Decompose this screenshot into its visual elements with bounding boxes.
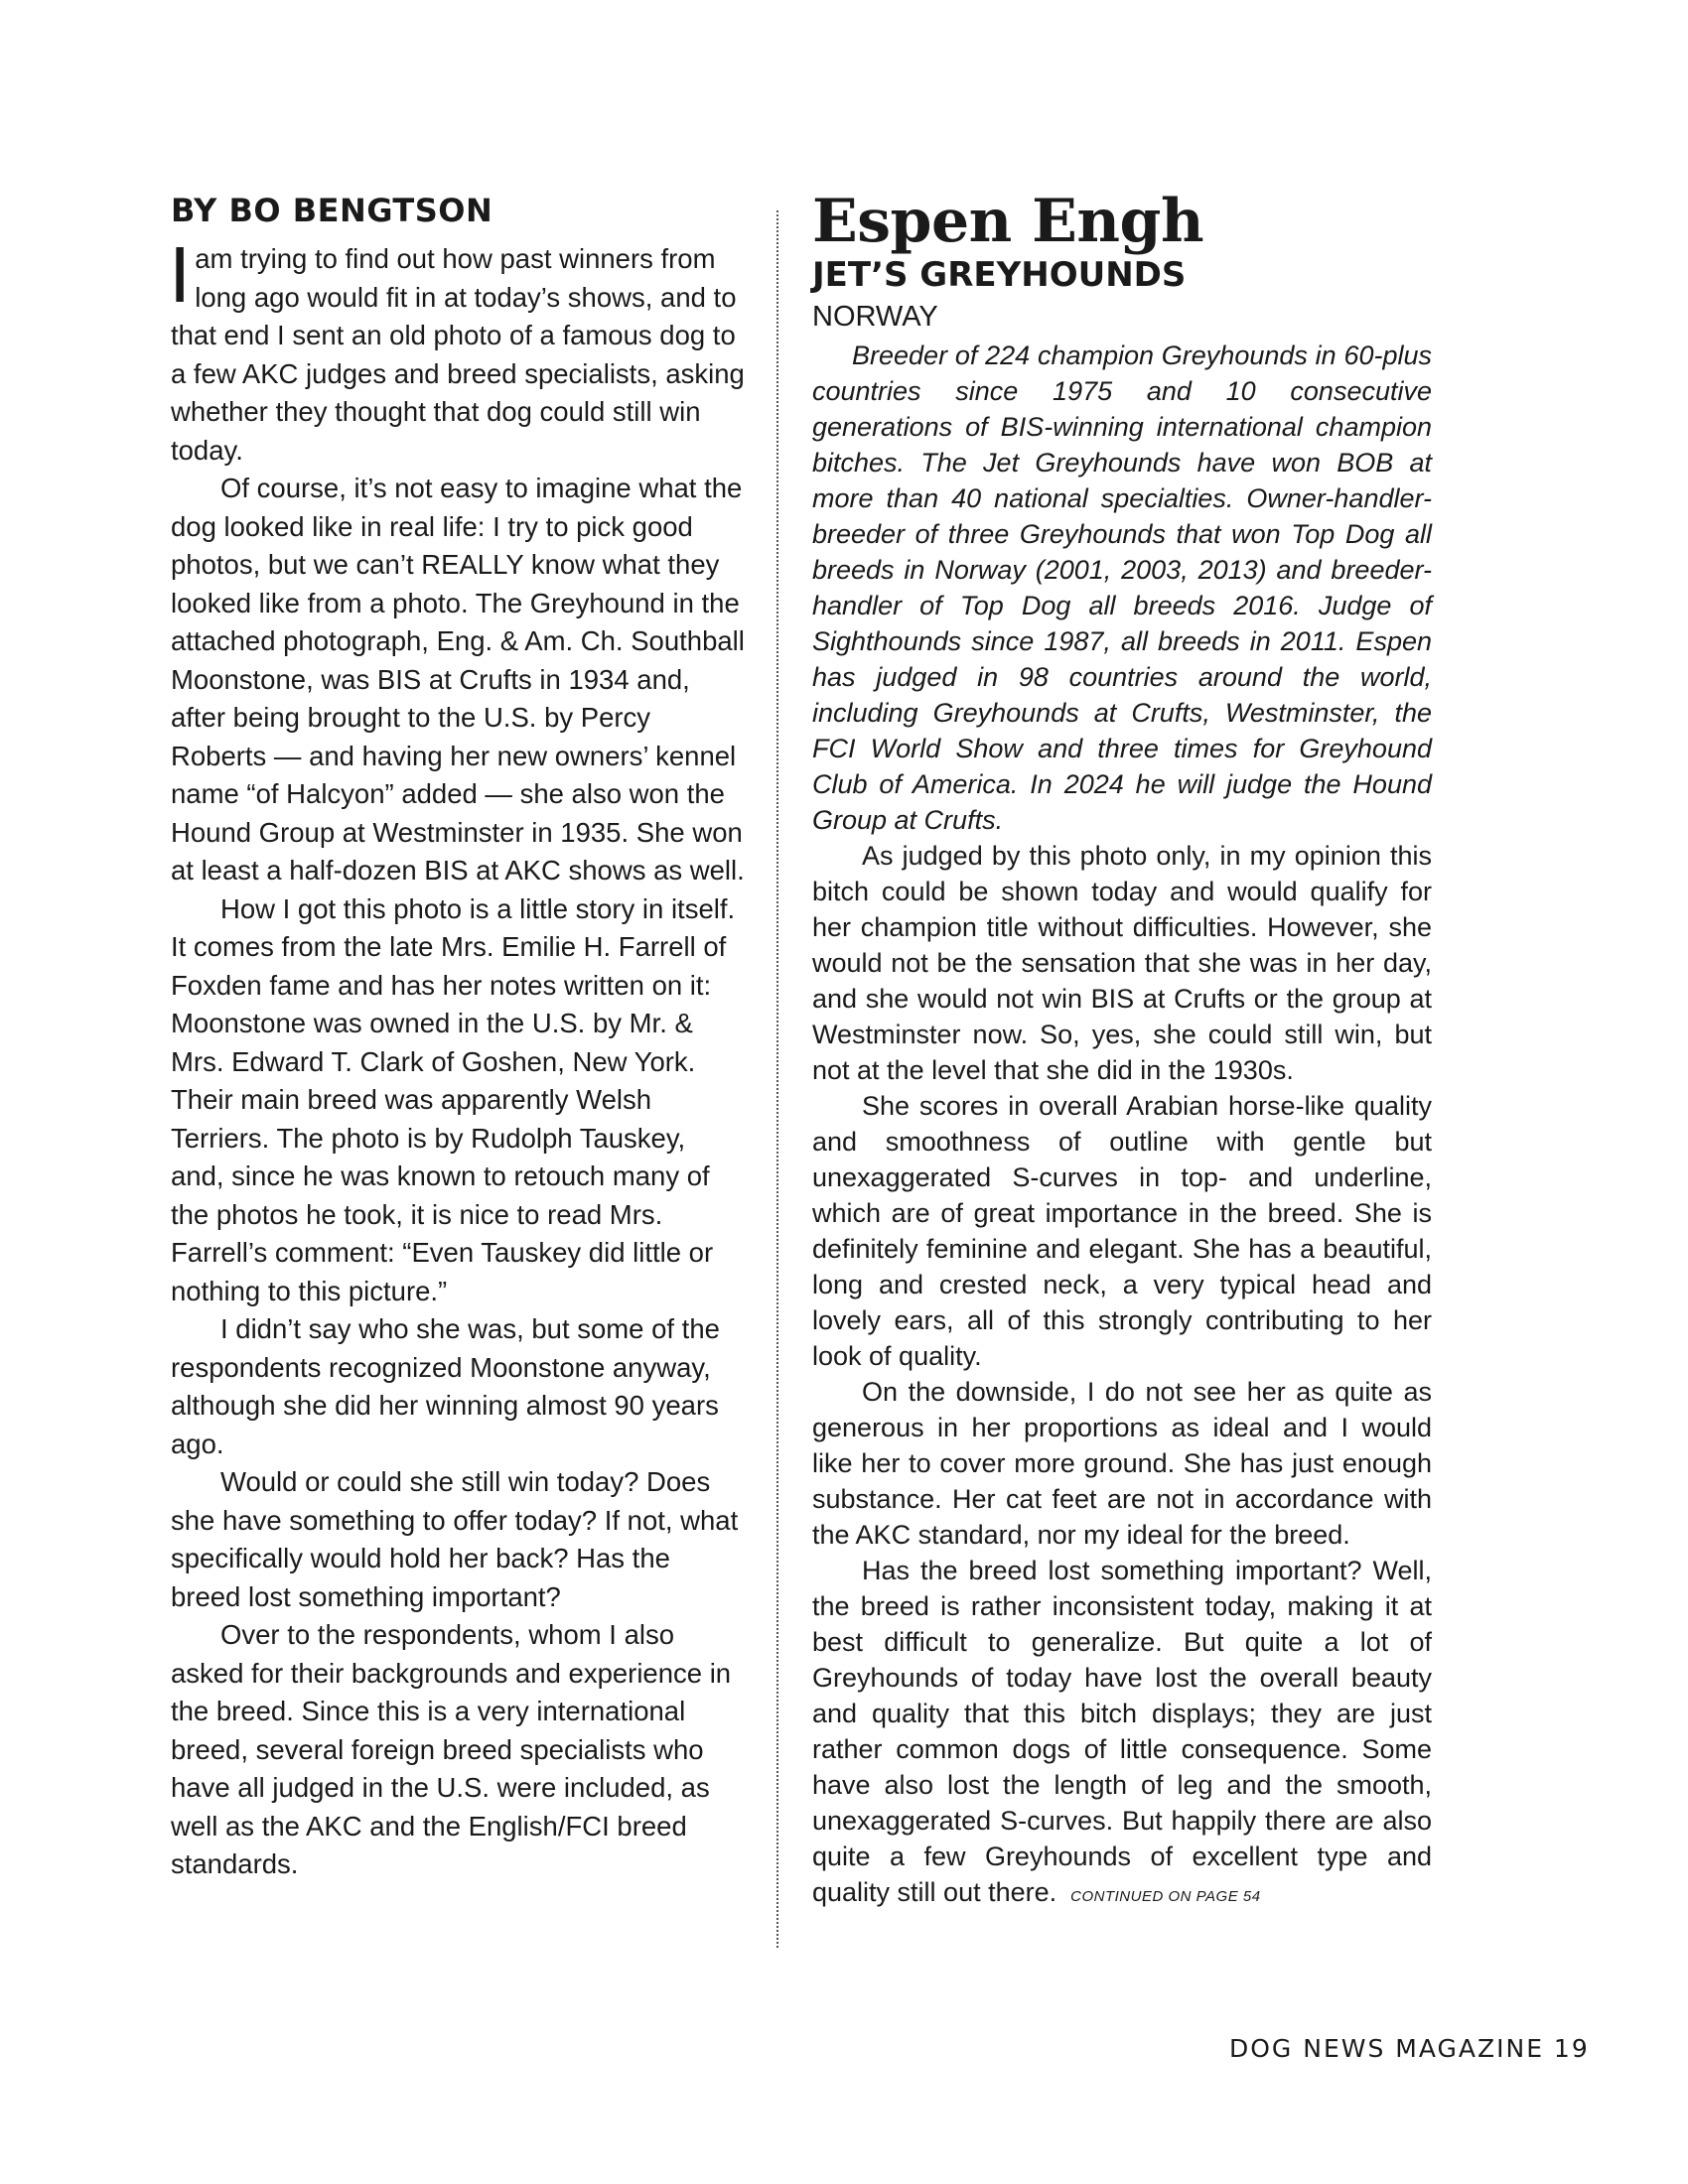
response-paragraph-3: On the downside, I do not see her as quite as generous in her proportions as ideal and I would like her to cover more ground. She has just enough substance. Her cat feet are not in accordance with the AKC standard, nor my ideal for the breed. — [812, 1377, 1432, 1550]
intro-paragraph — [169, 230, 745, 470]
paragraph-2: Of course, it’s not easy to imagine what the dog looked like in real life: I try to pick good photos, but we can’t REALLY know what they looked like from a photo. The Greyhound in the attached photograph, Eng. & Am. Ch. Southball Moonstone, was BIS at Crufts in 1934 and, after being brought to the U.S. by Percy Roberts — and having her new owners’ kennel name “of Halcyon” added — she also won the Hound Group at Westminster in 1935. She won at least a half-dozen BIS at AKC shows as well. — [171, 473, 745, 886]
respondent-name: Espen Engh — [812, 187, 1204, 256]
response-paragraph-2: She scores in overall Arabian horse-like quality and smoothness of outline with gentle but unexaggerated S-curves in top- and underline, which are of great importance in the breed. She is definitely feminine and elegant. She has a beautiful, long and crested neck, a very typical head and lovely ears, all of this strongly contributing to her look of quality. — [812, 1091, 1432, 1371]
paragraph-5: Would or could she still win today? Does she have something to offer today? If not, what specifically would hold her back? Has the breed lost something important? — [171, 1466, 739, 1612]
paragraph-3: How I got this photo is a little story in itself. It comes from the late Mrs. Emilie H. Farrell of Foxden fame and has her notes written on it: Moonstone was owned in the U.S. by Mr. & Mrs. Edward T. Clark of Goshen, New York. Their main breed was apparently Welsh Terriers. The photo is by Rudolph Tauskey, and, since he was known to retouch many of the photos he took, it is nice to read Mrs. Farrell’s comment: “Even Tauskey did little or nothing to this picture.” — [171, 892, 736, 1306]
drop-cap: I — [169, 230, 192, 319]
country: NORWAY — [812, 301, 938, 333]
continued-note: CONTINUED ON PAGE 54 — [1070, 1888, 1261, 1905]
kennel-name: JET’S GREYHOUNDS — [812, 255, 1187, 295]
column-divider — [776, 210, 778, 1948]
right-column — [812, 189, 1432, 1915]
page-footer: DOG NEWS MAGAZINE 19 — [1229, 2034, 1590, 2063]
response-paragraph-4 — [812, 1553, 1432, 1915]
left-column — [171, 189, 745, 1884]
response-paragraph-1: As judged by this photo only, in my opinion this bitch could be shown today and would qualify for her champion title without difficulties. However, she would not be the sensation that she was in her day, and she would not win BIS at Crufts or the group at Westminster now. So, yes, she could still win, but not at the level that she did in the 1930s. — [812, 841, 1432, 1085]
response-paragraph-4-text: Has the breed lost something important? Well, the breed is rather inconsistent today, making it at best difficult to generalize. But quite a lot of Greyhounds of today have lost the overall beauty and quality that this bitch displays; they are just rather common dogs of little consequence. Some have also lost the length of leg and the smooth, unexaggerated S-curves. But happily there are also quite a few Greyhounds of excellent type and quality still out there. — [812, 1556, 1432, 1907]
respondent-bio: Breeder of 224 champion Greyhounds in 60-plus countries since 1975 and 10 consecutive generations of BIS-winning international champion bitches. The Jet Greyhounds have won BOB at more than 40 national specialties. Owner-handler-breeder of three Greyhounds that won Top Dog all breeds in Norway (2001, 2003, 2013) and breeder-handler of Top Dog all breeds 2016. Judge of Sighthounds since 1987, all breeds in 2011. Espen has judged in 98 countries around the world, including Greyhounds at Crufts, Westminster, the FCI World Show and three times for Greyhound Club of America. In 2024 he will judge the Hound Group at Crufts. — [812, 341, 1432, 835]
paragraph-4: I didn’t say who she was, but some of the respondents recognized Moonstone anyway, although she did her winning almost 90 years ago. — [171, 1313, 720, 1459]
byline: BY BO BENGTSON — [171, 192, 493, 229]
paragraph-6: Over to the respondents, whom I also asked for their backgrounds and experience in the breed. Since this is a very international breed, several foreign breed specialists who have all judged in the U.S. were included, as well as the AKC and the English/FCI breed standards. — [171, 1619, 732, 1879]
intro-paragraph-text: am trying to find out how past winners from long ago would fit in at today’s shows, and to that end I sent an old photo of a famous dog to a few AKC judges and breed specialists, asking whether they thought that dog could still win today. — [171, 243, 745, 466]
